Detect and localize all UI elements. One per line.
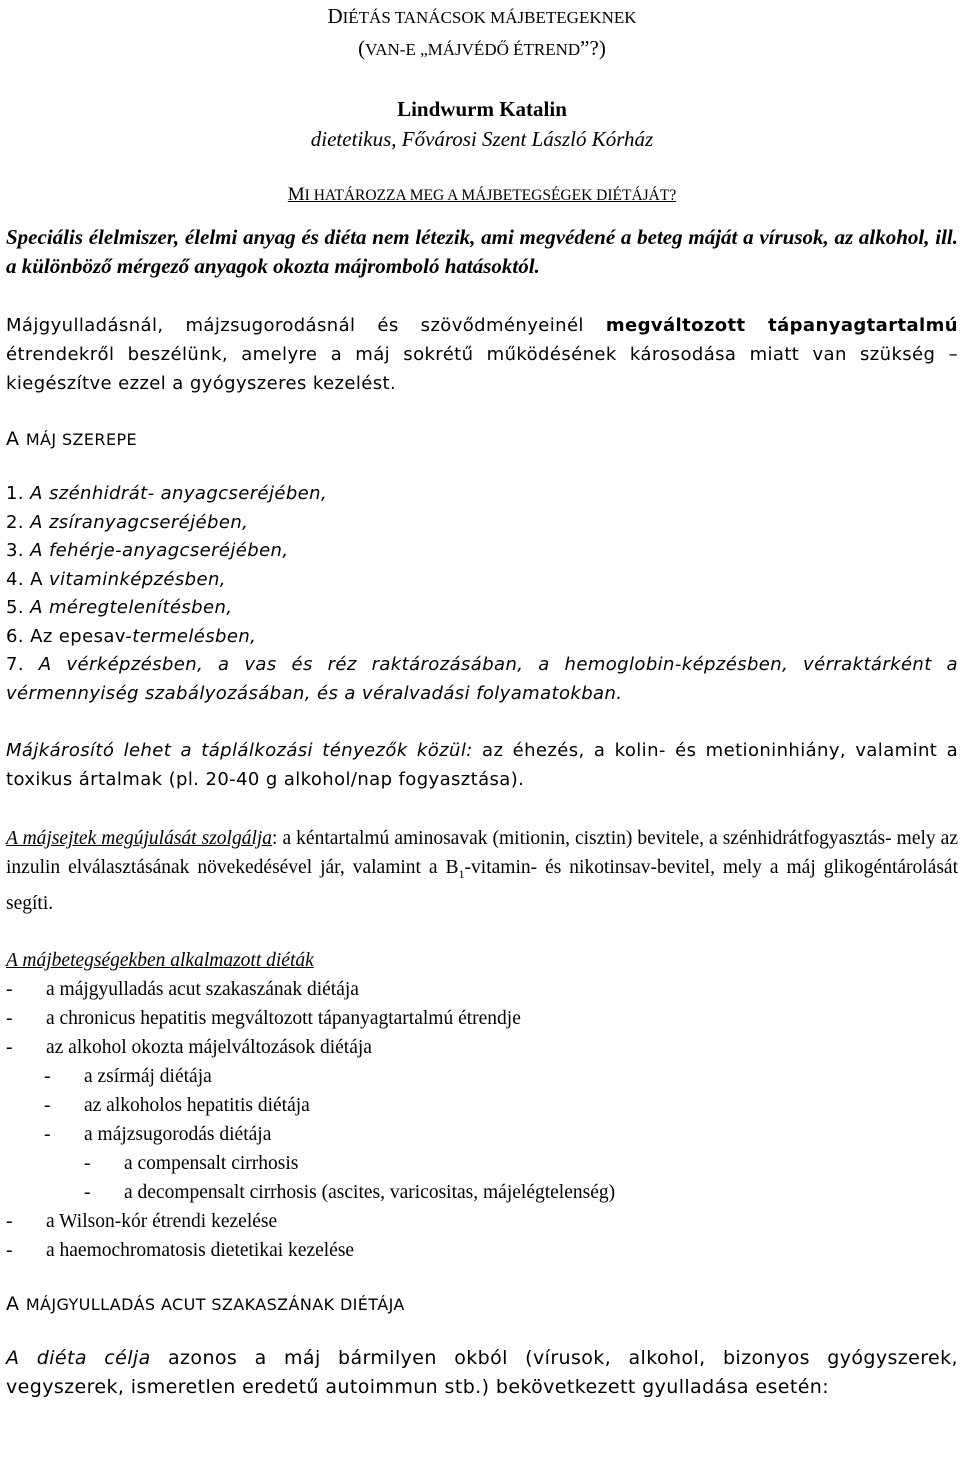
item-text: A fehérje-anyagcseréjében, (30, 540, 289, 561)
liver-role-heading-initial: A (6, 428, 26, 450)
list-dash: - (84, 1152, 91, 1174)
diets-list (6, 975, 958, 1265)
regeneration-paragraph (6, 824, 958, 918)
list-item (6, 594, 958, 623)
item-number: 3. (6, 540, 31, 561)
diet-item-text: a chronicus hepatitis megváltozott tápanyagtartalmú étrendje (46, 1007, 521, 1029)
diet-item-text: a Wilson-kór étrendi kezelése (46, 1210, 278, 1232)
item-number: 5. (6, 597, 31, 618)
diet-list-item (6, 1004, 958, 1033)
regeneration-text-1: : a kéntartalmú aminosavak (mitionin, cisztin) bevitele, a szénhidrátfogyasztás- mely az inzulin elválasztásának növekedésével jár, valamint a B (6, 828, 958, 878)
acute-heading-rest: MÁJGYULLADÁS ACUT SZAKASZÁNAK DIÉTÁJA (25, 1294, 405, 1314)
list-item (6, 480, 958, 509)
list-dash: - (6, 1007, 13, 1029)
item-text: A méregtelenítésben, (30, 597, 233, 618)
title-paren-close: ”?) (580, 36, 606, 60)
title-subtitle: VAN-E „MÁJVÉDŐ ÉTREND (365, 40, 581, 59)
list-dash: - (6, 1239, 13, 1261)
question-rest: I HATÁROZZA MEG A MÁJBETEGSÉGEK DIÉTÁJÁT? (304, 187, 677, 204)
item-number: 6. (6, 625, 31, 647)
item-prefix: A (30, 568, 49, 590)
diet-item-text: a decompensalt cirrhosis (ascites, varicositas, májelégtelenség) (124, 1181, 616, 1203)
diets-heading-text: A májbetegségekben alkalmazott diéták (6, 949, 314, 971)
list-dash: - (44, 1094, 51, 1116)
author-name: Lindwurm Katalin (397, 97, 567, 121)
document-title-line-1 (6, 1, 958, 33)
diet-item-text: a haemochromatosis dietetikai kezelése (46, 1239, 355, 1261)
diet-item-text: a májgyulladás acut szakaszának diétája (46, 978, 359, 1000)
liver-role-heading (6, 428, 958, 451)
document-page (6, 0, 958, 1402)
item-text: vitaminképzésben, (48, 568, 226, 590)
acute-paragraph (6, 1344, 958, 1402)
list-item (6, 537, 958, 566)
liver-role-heading-rest: MÁJ SZEREPE (25, 430, 138, 449)
intro-text-2: étrendekről beszélünk, amelyre a máj sokrétű működésének károsodása miatt van szükség – kiegészítve ezzel a gyógyszeres kezelést. (6, 344, 958, 394)
title-rest: IÉTÁS TANÁCSOK MÁJBETEGEKNEK (342, 8, 637, 27)
diet-item-text: az alkoholos hepatitis diétája (84, 1094, 310, 1116)
list-dash: - (84, 1181, 91, 1203)
item-text: A szénhidrát- anyagcseréjében, (30, 483, 328, 504)
list-item (6, 651, 958, 708)
question-initial: M (287, 184, 305, 205)
list-dash: - (44, 1065, 51, 1087)
harmful-italic: Májkárosító lehet a táplálkozási tényezők közül: (6, 740, 473, 761)
diet-list-item (6, 1091, 958, 1120)
diet-item-text: az alkohol okozta májelváltozások diétája (46, 1036, 372, 1058)
item-number: 7. (6, 654, 39, 675)
diet-item-text: a compensalt cirrhosis (124, 1152, 299, 1174)
item-number: 2. (6, 511, 31, 533)
acute-italic: A diéta célja (6, 1346, 151, 1369)
diet-list-item (6, 1033, 958, 1062)
document-title-line-2 (6, 33, 958, 65)
list-dash: - (6, 1036, 13, 1058)
diet-list-item (6, 1236, 958, 1265)
acute-heading (6, 1293, 958, 1316)
regeneration-italic: A májsejtek megújulását szolgálja (6, 828, 273, 849)
item-text: A zsíranyagcseréjében, (30, 511, 249, 533)
list-item (6, 566, 958, 595)
list-item (6, 509, 958, 538)
list-dash: - (6, 978, 13, 1000)
item-number: 1. (6, 483, 31, 504)
harmful-text: az éhezés, a kolin- és metioninhiány, valamint a toxikus ártalmak (pl. 20-40 g alkohol/nap fogyasztása). (6, 740, 958, 790)
diet-list-item (6, 1178, 958, 1207)
diet-item-text: a májzsugorodás diétája (84, 1123, 272, 1145)
liver-role-list (6, 480, 958, 708)
diets-heading (6, 946, 958, 975)
title-paren-open: ( (358, 36, 366, 60)
list-dash: - (44, 1123, 51, 1145)
item-text: A vérképzésben, a vas és réz raktározásában, a hemoglobin-képzésben, vérraktárként a vérmennyiség szabályozásában, és a véralvadási folyamatokban. (6, 654, 958, 704)
diet-item-text: a zsírmáj diétája (84, 1065, 212, 1087)
lead-paragraph: Speciális élelmiszer, élelmi anyag és diéta nem létezik, ami megvédené a beteg máját a vírusok, az alkohol, ill. a különböző mérgező anyagok okozta májromboló hatásoktól. (6, 225, 958, 278)
section-question-heading (6, 182, 958, 209)
list-dash: - (6, 1210, 13, 1232)
item-text: termelésben, (132, 625, 257, 647)
intro-bold: megváltozott tápanyagtartalmú (605, 315, 958, 336)
regeneration-subscript: 1 (458, 866, 465, 881)
title-initial: D (327, 4, 343, 28)
acute-heading-initial: A (6, 1292, 26, 1315)
item-number: 4. (6, 568, 31, 590)
diet-list-item (6, 1207, 958, 1236)
diet-list-item (6, 1149, 958, 1178)
item-prefix: Az epesav- (30, 625, 133, 647)
intro-paragraph (6, 311, 958, 398)
acute-text: azonos a máj bármilyen okból (vírusok, alkohol, bizonyos gyógyszerek, vegyszerek, ismeretlen eredetű autoimmun stb.) bekövetkezett gyulladása esetén: (6, 1346, 958, 1398)
harmful-factors-paragraph (6, 736, 958, 794)
diet-list-item (6, 1120, 958, 1149)
author-affiliation: dietetikus, Fővárosi Szent László Kórház (310, 127, 654, 151)
intro-text-1: Májgyulladásnál, májzsugorodásnál és szövődményeinél (6, 315, 606, 336)
list-item (6, 623, 958, 652)
regeneration-text-2: -vitamin- és nikotinsav-bevitel, mely a máj glikogéntárolását segíti. (6, 857, 958, 914)
diet-list-item (6, 1062, 958, 1091)
diet-list-item (6, 975, 958, 1004)
